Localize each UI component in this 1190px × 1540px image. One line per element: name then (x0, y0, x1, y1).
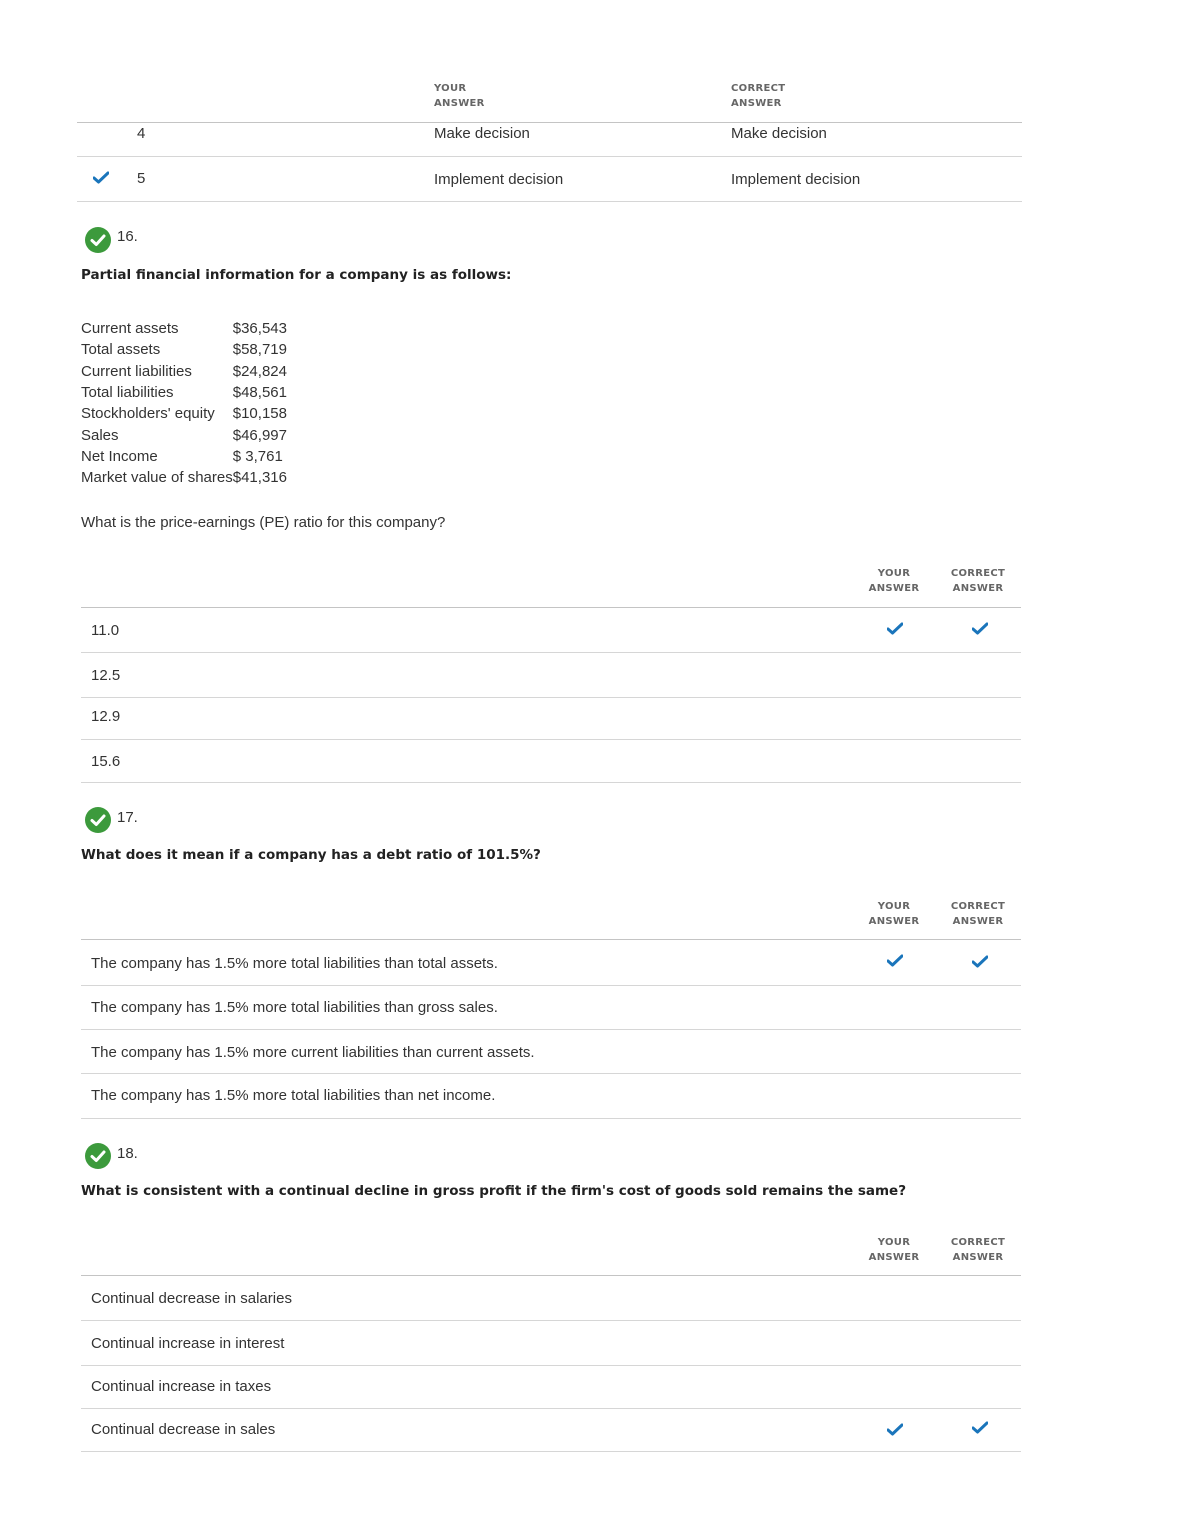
financial-label: Current assets (81, 320, 179, 338)
table-row (81, 318, 287, 339)
correct-answer-header: CORRECT ANSWER (950, 901, 1006, 927)
question-number: 18. (117, 1145, 138, 1162)
option-text: Continual decrease in sales (91, 1421, 276, 1438)
your-answer-value: Implement decision (434, 171, 564, 188)
question-number: 17. (117, 809, 138, 826)
divider (81, 607, 1021, 608)
checkmark-icon (972, 955, 988, 968)
checkmark-icon (972, 622, 988, 635)
circle-check-icon (85, 807, 111, 833)
financial-value: $58,719 (232, 341, 287, 359)
divider (81, 1451, 1021, 1452)
financial-label: Sales (81, 426, 119, 444)
your-answer-header: YOUR ANSWER (868, 568, 920, 594)
divider (77, 201, 1022, 202)
your-answer-header: YOUR ANSWER (868, 1237, 920, 1263)
financial-value: $41,316 (232, 469, 287, 487)
financial-value: $48,561 (232, 384, 287, 402)
option-text: The company has 1.5% more total liabilities than total assets. (91, 955, 498, 972)
option-text: Continual decrease in salaries (91, 1290, 292, 1307)
option-text: The company has 1.5% more current liabilities than current assets. (91, 1044, 535, 1061)
divider (81, 1408, 1021, 1409)
checkmark-icon (887, 1423, 903, 1436)
checkmark-icon (93, 171, 109, 184)
circle-check-icon (85, 227, 111, 253)
question-prompt: What does it mean if a company has a debt ratio of 101.5%? (81, 847, 541, 863)
financial-value: $ 3,761 (232, 447, 283, 465)
correct-answer-value: Implement decision (731, 171, 861, 188)
your-answer-header: YOUR ANSWER (434, 83, 485, 109)
financial-label: Stockholders' equity (81, 405, 215, 423)
financial-value: $10,158 (232, 405, 287, 423)
divider (77, 122, 1022, 123)
financial-value: $46,997 (232, 426, 287, 444)
divider (81, 1118, 1021, 1119)
table-row (81, 339, 287, 360)
divider (81, 1320, 1021, 1321)
option-text: The company has 1.5% more total liabilities than gross sales. (91, 999, 498, 1016)
table-row (81, 467, 287, 488)
financial-label: Current liabilities (81, 362, 192, 380)
financial-label: Total assets (81, 341, 161, 359)
financial-label: Total liabilities (81, 384, 174, 402)
financial-info-table (81, 318, 287, 488)
divider (81, 1073, 1021, 1074)
financial-value: $36,543 (232, 320, 287, 338)
question-prompt: Partial financial information for a company is as follows: (81, 267, 512, 283)
table-row (81, 382, 287, 403)
circle-check-icon (85, 1143, 111, 1169)
table-row (81, 446, 287, 467)
divider (81, 697, 1021, 698)
option-text: 11.0 (91, 622, 120, 639)
divider (81, 739, 1021, 740)
divider (81, 652, 1021, 653)
your-answer-header: YOUR ANSWER (868, 901, 920, 927)
option-text: Continual increase in interest (91, 1335, 285, 1352)
financial-label: Market value of shares (81, 469, 233, 487)
checkmark-icon (972, 1421, 988, 1434)
financial-value: $24,824 (232, 362, 287, 380)
divider (81, 985, 1021, 986)
checkmark-icon (887, 622, 903, 635)
option-text: Continual increase in taxes (91, 1378, 272, 1395)
financial-label: Net Income (81, 447, 158, 465)
correct-answer-header: CORRECT ANSWER (731, 83, 786, 109)
option-text: 15.6 (91, 753, 121, 770)
checkmark-icon (887, 954, 903, 967)
table-row (81, 361, 287, 382)
divider (81, 1275, 1021, 1276)
correct-answer-header: CORRECT ANSWER (950, 1237, 1006, 1263)
table-row (81, 424, 287, 445)
row-number: 4 (137, 125, 146, 142)
correct-answer-header: CORRECT ANSWER (950, 568, 1006, 594)
divider (81, 1029, 1021, 1030)
divider (81, 782, 1021, 783)
question-prompt: What is consistent with a continual decline in gross profit if the firm's cost of goods sold remains the same? (81, 1183, 907, 1199)
divider (77, 156, 1022, 157)
question-number: 16. (117, 228, 138, 245)
your-answer-value: Make decision (434, 125, 530, 142)
divider (81, 939, 1021, 940)
option-text: 12.5 (91, 667, 121, 684)
question-text: What is the price-earnings (PE) ratio for this company? (81, 514, 446, 531)
correct-answer-value: Make decision (731, 125, 827, 142)
table-row (81, 403, 287, 424)
divider (81, 1365, 1021, 1366)
row-number: 5 (137, 170, 146, 187)
option-text: 12.9 (91, 708, 121, 725)
option-text: The company has 1.5% more total liabilities than net income. (91, 1087, 496, 1104)
